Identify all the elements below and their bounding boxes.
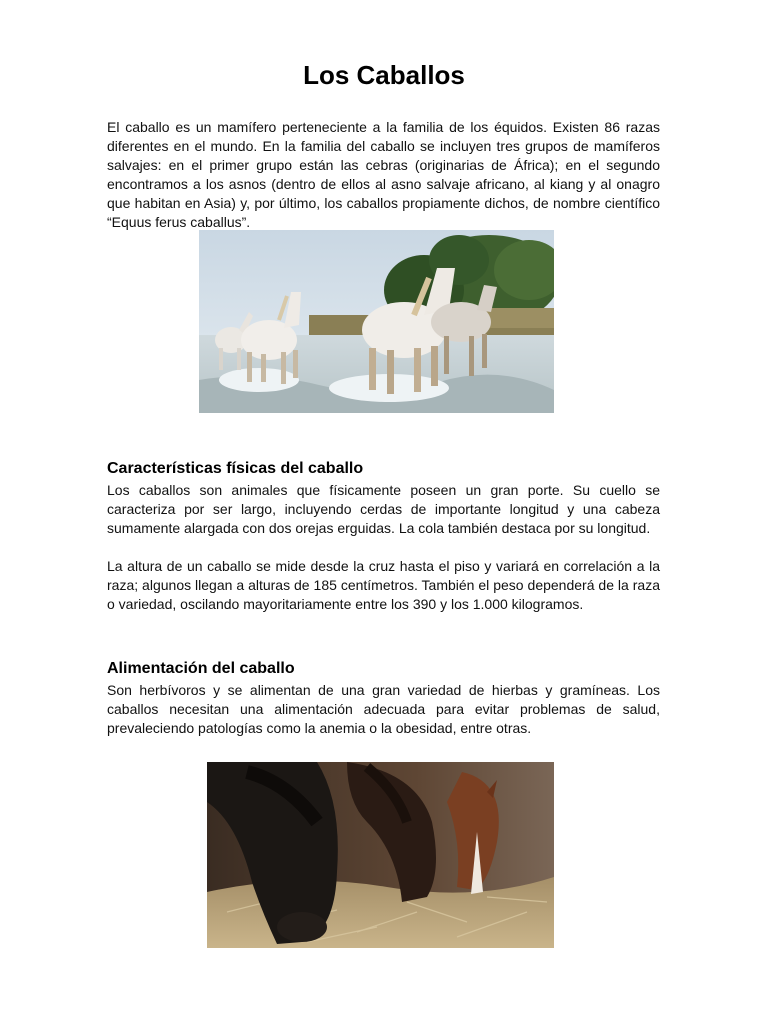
intro-paragraph: El caballo es un mamífero perteneciente a la familia de los équidos. Existen 86 razas diferentes en el mundo. En la familia del caballo se incluyen tres grupos de mamíferos salvajes: en el primer grupo están las cebras (originarias de África); en el segundo encontramos a los asnos (dentro de ellos al asno salvaje africano, al kiang y al onagro que habitan en Asia) y, por último, los caballos propiamente dichos, de nombre científico “Equus ferus caballus”.	[107, 119, 660, 230]
feeding-paragraph: Son herbívoros y se alimentan de una gran variedad de hierbas y gramíneas. Los caballos necesitan una alimentación adecuada para evitar problemas de salud, prevaleciendo patologías como la anemia o la obesidad, entre otras.	[107, 682, 660, 736]
physical-paragraph-2: La altura de un caballo se mide desde la cruz hasta el piso y variará en correlación a la raza; algunos llegan a alturas de 185 centímetros. También el peso dependerá de la raza o variedad, oscilando mayoritariamente entre los 390 y los 1.000 kilogramos.	[107, 558, 660, 612]
horses-eating-hay-photo	[207, 762, 554, 948]
white-horses-photo	[199, 230, 554, 413]
section-heading-physical: Características físicas del caballo	[107, 460, 364, 477]
section-heading-feeding: Alimentación del caballo	[107, 660, 295, 677]
page-title: Los Caballos	[303, 60, 465, 90]
physical-paragraph-1: Los caballos son animales que físicamente poseen un gran porte. Su cuello se caracteriza por ser largo, incluyendo cerdas de importante longitud y una cabeza sumamente alargada con dos orejas erguidas. La cola también destaca por su longitud.	[107, 482, 660, 536]
